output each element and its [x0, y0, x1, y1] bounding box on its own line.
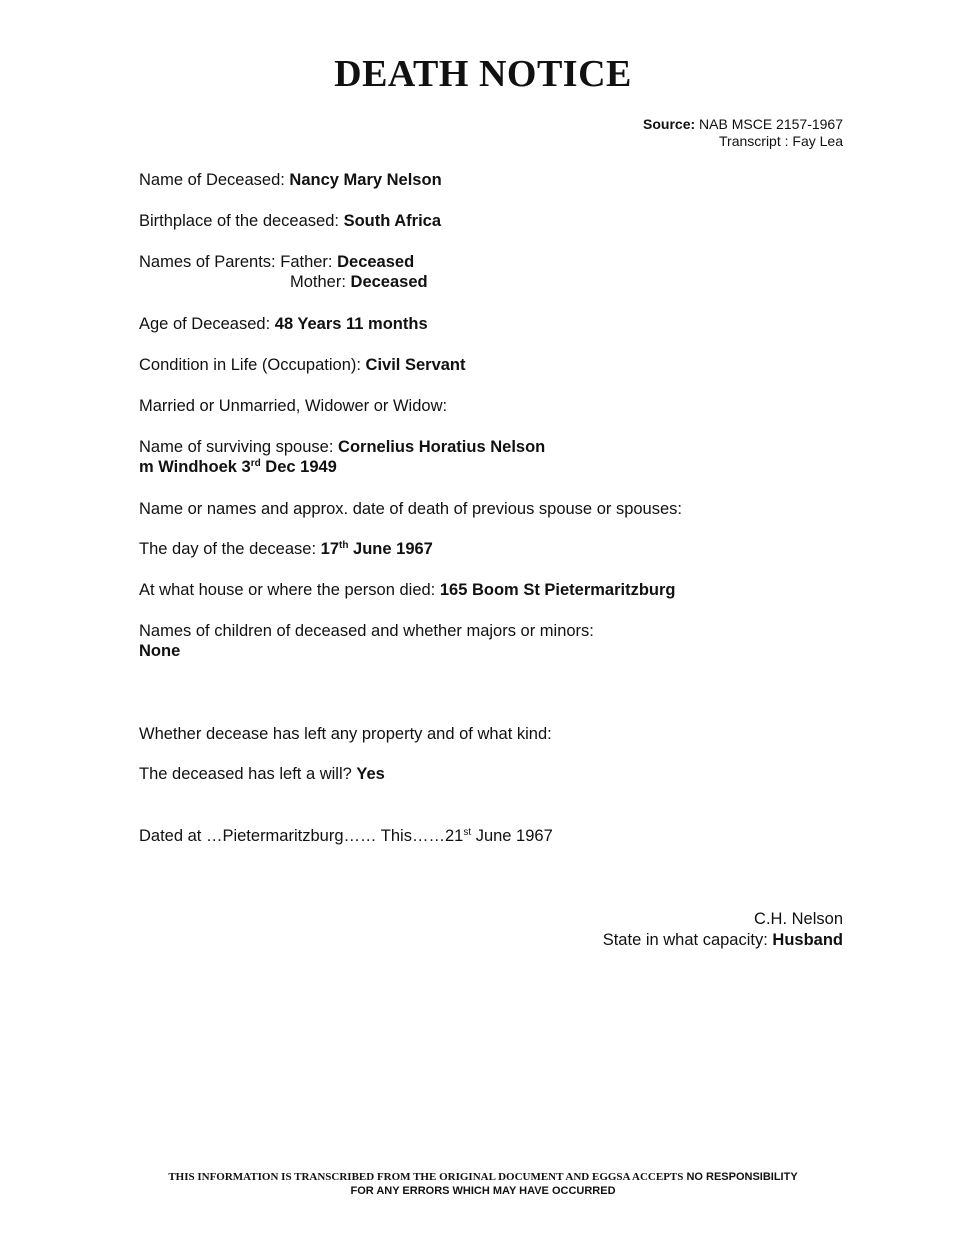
field-label: Married or Unmarried, Widower or Widow: [139, 397, 448, 415]
marriage-prefix: m Windhoek 3 [139, 458, 251, 476]
page-title: DEATH NOTICE [334, 53, 632, 95]
father-label: Father: [280, 253, 333, 271]
field-place [139, 580, 676, 600]
field-label: Age of Deceased: [139, 315, 271, 333]
field-label: Name or names and approx. date of death of previous spouse or spouses: [139, 500, 682, 518]
field-label: The day of the decease: [139, 540, 317, 558]
field-children [139, 621, 594, 661]
field-value: None [139, 642, 181, 660]
disclaimer-serif: THIS INFORMATION IS TRANSCRIBED FROM THE ORIGINAL DOCUMENT AND EGGSA ACCEPTS [168, 1171, 684, 1183]
field-birthplace [139, 211, 441, 231]
field-spouse [139, 437, 545, 477]
dated-suffix: June 1967 [475, 827, 553, 845]
transcript-line: Transcript : Fay Lea [719, 133, 843, 149]
field-value: Cornelius Horatius Nelson [338, 438, 546, 456]
death-rest: June 1967 [353, 540, 433, 558]
mother-label: Mother: [290, 273, 346, 291]
disclaimer-line-1 [0, 1170, 966, 1184]
field-will [139, 764, 385, 784]
death-day: 17 [320, 540, 339, 558]
father-value: Deceased [337, 253, 415, 271]
field-property [139, 724, 552, 744]
marriage-sup: rd [250, 458, 261, 469]
field-previous-spouse [139, 499, 682, 519]
field-label: Name of surviving spouse: [139, 438, 334, 456]
field-dated [139, 826, 553, 846]
field-value [321, 540, 433, 558]
field-death-date [139, 539, 433, 559]
field-label: Names of children of deceased and whether majors or minors: [139, 622, 594, 640]
field-label: At what house or where the person died: [139, 581, 436, 599]
field-parents [139, 252, 428, 292]
marriage-suffix: Dec 1949 [265, 458, 337, 476]
disclaimer-footer [0, 1170, 966, 1198]
source-label: Source: [643, 116, 696, 132]
field-label: Name of Deceased: [139, 171, 285, 189]
field-label: Whether decease has left any property and of what kind: [139, 725, 552, 743]
field-marital [139, 396, 447, 416]
source-block [643, 116, 843, 150]
field-value: 165 Boom St Pietermaritzburg [439, 581, 676, 599]
field-value: South Africa [343, 212, 442, 230]
dated-prefix: Dated at …Pietermaritzburg…… This……21 [139, 827, 464, 845]
spouse-line [139, 437, 545, 457]
field-label: Condition in Life (Occupation): [139, 356, 361, 374]
field-age [139, 314, 428, 334]
mother-value: Deceased [350, 273, 428, 291]
marriage-line [139, 457, 545, 477]
field-value: 48 Years 11 months [274, 315, 428, 333]
field-occupation [139, 355, 466, 375]
field-label: Names of Parents: [139, 253, 276, 271]
death-sup: th [339, 540, 349, 551]
field-name [139, 170, 442, 190]
mother-line [139, 272, 428, 292]
field-label: The deceased has left a will? [139, 765, 352, 783]
signature-block [603, 909, 843, 951]
disclaimer-sans: NO RESPONSIBILITY [686, 1171, 798, 1183]
disclaimer-line-2: FOR ANY ERRORS WHICH MAY HAVE OCCURRED [350, 1185, 616, 1197]
father-line [139, 252, 428, 272]
field-label: Birthplace of the deceased: [139, 212, 339, 230]
capacity-label: State in what capacity: [602, 931, 768, 949]
field-value: Yes [356, 765, 385, 783]
field-value: Nancy Mary Nelson [289, 171, 442, 189]
capacity-value: Husband [772, 931, 843, 949]
signature-name: C.H. Nelson [754, 910, 843, 928]
source-value: NAB MSCE 2157-1967 [699, 116, 843, 132]
source-line [643, 116, 843, 133]
field-value: Civil Servant [365, 356, 466, 374]
capacity-line [603, 930, 843, 951]
dated-sup: st [463, 827, 472, 838]
